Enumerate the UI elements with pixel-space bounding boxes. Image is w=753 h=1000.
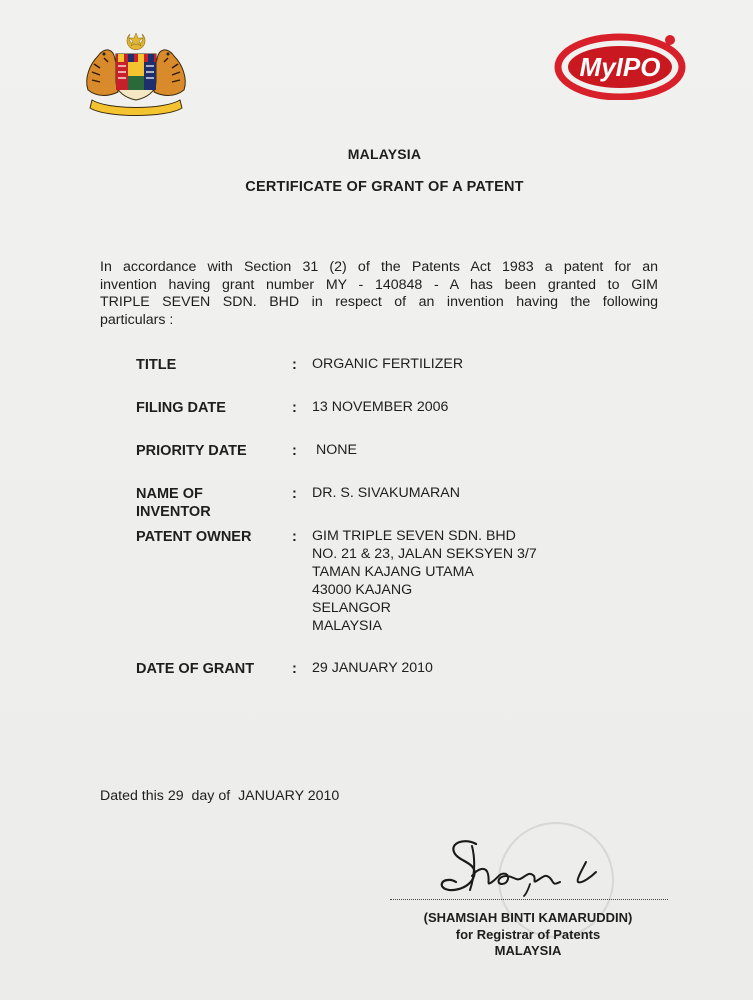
intro-line: In accordance with Section 31 (2) of the Patents Act 1983 a patent for an	[100, 259, 658, 275]
myipo-logo-text: MyIPO	[579, 52, 661, 82]
separator-colon: :	[292, 357, 297, 373]
inventor-label-line: INVENTOR	[136, 504, 211, 520]
date-of-grant-label: DATE OF GRANT	[136, 661, 255, 677]
country-heading: MALAYSIA	[347, 146, 422, 162]
myipo-logo-icon	[552, 30, 690, 100]
dated-prefix: Dated this	[100, 788, 164, 804]
separator-colon: :	[292, 661, 297, 677]
dated-line	[100, 788, 339, 804]
dated-middle: day of	[191, 788, 231, 804]
certificate-title: CERTIFICATE OF GRANT OF A PATENT	[245, 179, 524, 195]
owner-address-line: MALAYSIA	[312, 618, 382, 634]
filing-date-value: 13 NOVEMBER 2006	[312, 399, 449, 415]
owner-address-line: SELANGOR	[312, 600, 391, 616]
dated-month-year: JANUARY 2010	[238, 788, 340, 804]
intro-paragraph	[100, 259, 658, 329]
priority-date-label: PRIORITY DATE	[136, 443, 247, 459]
signatory-name: (SHAMSIAH BINTI KAMARUDDIN)	[423, 910, 633, 925]
title-value: ORGANIC FERTILIZER	[312, 356, 464, 372]
separator-colon: :	[292, 443, 297, 459]
owner-address-line: GIM TRIPLE SEVEN SDN. BHD	[312, 528, 516, 544]
handwritten-signature	[436, 832, 612, 902]
separator-colon: :	[292, 529, 297, 545]
signatory-country: MALAYSIA	[494, 943, 562, 958]
owner-address-line: 43000 KAJANG	[312, 582, 413, 598]
patent-owner-label: PATENT OWNER	[136, 529, 252, 545]
signatory-role: for Registrar of Patents	[455, 926, 601, 942]
priority-date-value: NONE	[316, 442, 357, 458]
owner-address-line: NO. 21 & 23, JALAN SEKSYEN 3/7	[312, 546, 537, 562]
signatory-block	[378, 910, 678, 960]
filing-date-label: FILING DATE	[136, 400, 226, 416]
inventor-value: DR. S. SIVAKUMARAN	[312, 485, 460, 501]
separator-colon: :	[292, 486, 297, 502]
signature-line	[390, 899, 668, 900]
dated-day: 29	[167, 788, 184, 804]
inventor-label-line: NAME OF	[136, 486, 203, 502]
intro-line: invention having grant number MY - 140848 - A has been granted to GIM	[100, 276, 658, 293]
intro-line: TRIPLE SEVEN SDN. BHD in respect of an invention having the following	[100, 294, 658, 310]
date-of-grant-value: 29 JANUARY 2010	[312, 660, 433, 676]
intro-line: particulars :	[100, 311, 174, 328]
separator-colon: :	[292, 400, 297, 416]
malaysia-coat-of-arms-icon	[78, 30, 194, 116]
owner-address-line: TAMAN KAJANG UTAMA	[312, 564, 474, 580]
title-label: TITLE	[136, 357, 177, 373]
